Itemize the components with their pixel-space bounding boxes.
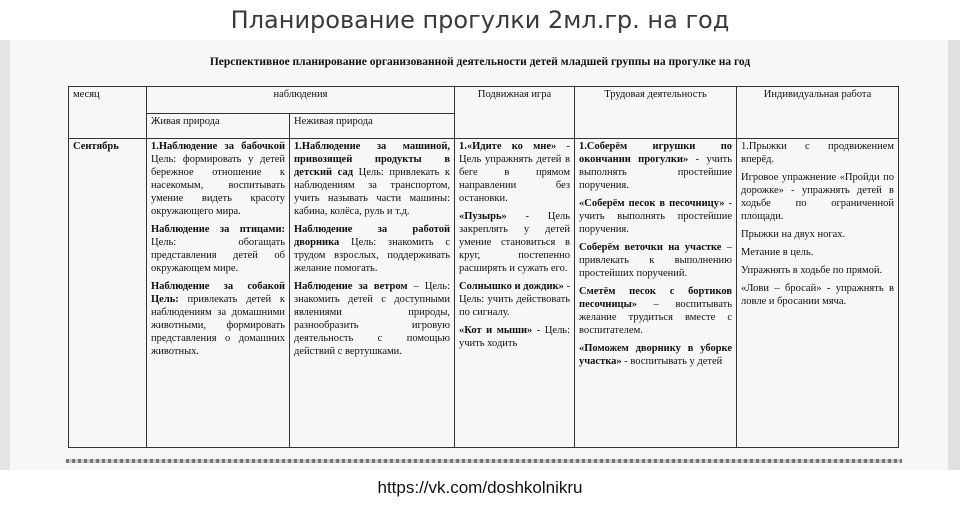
month-cell: Сентябрь bbox=[69, 139, 147, 448]
paragraph-bold-lead: «Кот и мыши» bbox=[459, 325, 533, 336]
scan-edge-left bbox=[0, 40, 10, 470]
paragraph-text: Цель: знакомить с трудом взрослых, поддерживать желание помогать. bbox=[294, 237, 451, 274]
paragraph-text: - Цель: учить действовать по сигналу. bbox=[459, 281, 571, 318]
table-row bbox=[69, 139, 899, 448]
planning-table bbox=[68, 86, 899, 448]
cell-paragraph bbox=[579, 241, 732, 280]
labor-cell bbox=[575, 139, 737, 448]
cell-paragraph: «Лови – бросай» - упражнять в ловле и бросании мяча. bbox=[741, 283, 895, 307]
cell-paragraph bbox=[151, 223, 285, 275]
cell-paragraph bbox=[151, 280, 285, 358]
header-row bbox=[69, 87, 899, 114]
cell-paragraph bbox=[294, 140, 450, 218]
paragraph-bold-lead: «Пузырь» bbox=[459, 211, 507, 222]
cell-paragraph bbox=[459, 324, 570, 350]
paragraph-bold-lead: «Поможем дворнику в уборке участка» bbox=[579, 343, 733, 367]
individual-work-header: Индивидуальная работа bbox=[737, 87, 899, 139]
cell-paragraph: Прыжки на двух ногах. bbox=[741, 229, 846, 240]
cell-paragraph: Упражнять в ходьбе по прямой. bbox=[741, 265, 883, 276]
cell-paragraph bbox=[579, 342, 732, 368]
paragraph-bold-lead: Наблюдение за птицами: bbox=[151, 224, 285, 235]
paragraph-text: – Цель: знакомить детей с доступными явлениями природы, разнообразить игровую деятельность с помощью действий с вертушками. bbox=[294, 281, 451, 357]
observations-header: наблюдения bbox=[147, 87, 455, 114]
paragraph-bold-lead: 1.Наблюдение за машиной, привозящей продукты в детский сад bbox=[294, 141, 451, 178]
paragraph-text: - Цель закреплять у детей умение становиться в круг, постепенно расширять и сужать его. bbox=[459, 211, 571, 274]
paragraph-bold-lead: Соберём веточки на участке bbox=[579, 242, 722, 253]
paragraph-text: Цель: обогащать представления детей об окружающем мире. bbox=[151, 237, 285, 274]
cell-paragraph bbox=[579, 140, 732, 192]
live-nature-header: Живая природа bbox=[147, 114, 290, 139]
cell-paragraph: Игровое упражнение «Пройди по дорожке» - упражнять детей в ходьбе по ограниченной площади. bbox=[741, 172, 895, 222]
nonliving-nature-header: Неживая природа bbox=[290, 114, 455, 139]
nonliving-nature-cell bbox=[290, 139, 455, 448]
paragraph-text: - воспитывать у детей bbox=[621, 356, 723, 367]
cell-paragraph bbox=[294, 280, 450, 358]
paragraph-text: привлекать детей к наблюдениям за домашними животными, формировать представления о домашних животных. bbox=[151, 294, 285, 357]
outdoor-game-header: Подвижная игра bbox=[455, 87, 575, 139]
outdoor-game-cell bbox=[455, 139, 575, 448]
paragraph-text: - учить выполнять простейшие поручения. bbox=[579, 198, 733, 235]
paragraph-text: - учить выполнять простейшие поручения. bbox=[579, 154, 733, 191]
live-nature-cell bbox=[147, 139, 290, 448]
paragraph-bold-lead: Сметём песок с бортиков песочницы» bbox=[579, 286, 733, 310]
labor-header: Трудовая деятельность bbox=[575, 87, 737, 139]
cell-paragraph: 1.Прыжки с продвижением вперёд. bbox=[741, 141, 895, 165]
paragraph-text: - Цель: учить ходить bbox=[459, 325, 571, 349]
paragraph-text: Цель: формировать у детей бережное отношение к насекомым, воспитывать умение видеть красоту окружающего мира. bbox=[151, 154, 285, 217]
paragraph-text: – привлекать к выполнению простейших поручений. bbox=[579, 242, 733, 279]
scan-edge-right bbox=[948, 40, 960, 470]
source-link[interactable]: https://vk.com/doshkolnikru bbox=[377, 478, 583, 497]
paragraph-bold-lead: Наблюдение за собакой Цель: bbox=[151, 281, 285, 305]
cell-paragraph bbox=[579, 197, 732, 236]
cell-paragraph bbox=[294, 223, 450, 275]
torn-scan-edge bbox=[66, 459, 902, 463]
paragraph-bold-lead: Наблюдение за ветром bbox=[294, 281, 408, 292]
page-title: Планирование прогулки 2мл.гр. на год bbox=[230, 6, 730, 34]
cell-paragraph: Метание в цель. bbox=[741, 247, 814, 258]
cell-paragraph bbox=[459, 280, 570, 319]
cell-paragraph bbox=[579, 285, 732, 337]
document-heading: Перспективное планирование организованной деятельности детей младшей группы на прогулке на год bbox=[209, 56, 751, 68]
paragraph-bold-lead: Наблюдение за работой дворника bbox=[294, 224, 451, 248]
paragraph-text: - Цель упражнять детей в беге в прямом направлении без остановки. bbox=[459, 141, 571, 204]
cell-paragraph bbox=[151, 140, 285, 218]
paragraph-bold-lead: 1.«Идите ко мне» bbox=[459, 141, 557, 152]
cell-paragraph bbox=[459, 210, 570, 275]
document-scan bbox=[0, 40, 960, 470]
month-header: месяц bbox=[69, 87, 147, 139]
paragraph-text: Цель: привлекать к наблюдениям за транспортом, учить называть части машины: кабина, колёса, руль и т.д. bbox=[294, 167, 451, 217]
paragraph-bold-lead: 1.Наблюдение за бабочкой bbox=[151, 141, 285, 152]
paragraph-bold-lead: 1.Соберём игрушки по окончании прогулки» bbox=[579, 141, 733, 165]
paragraph-text: – воспитывать желание трудиться вместе с воспитателем. bbox=[579, 299, 733, 336]
paragraph-bold-lead: Солнышко и дождик» bbox=[459, 281, 564, 292]
paragraph-bold-lead: «Соберём песок в песочницу» bbox=[579, 198, 725, 209]
cell-paragraph bbox=[459, 140, 570, 205]
individual-work-cell bbox=[737, 139, 899, 448]
